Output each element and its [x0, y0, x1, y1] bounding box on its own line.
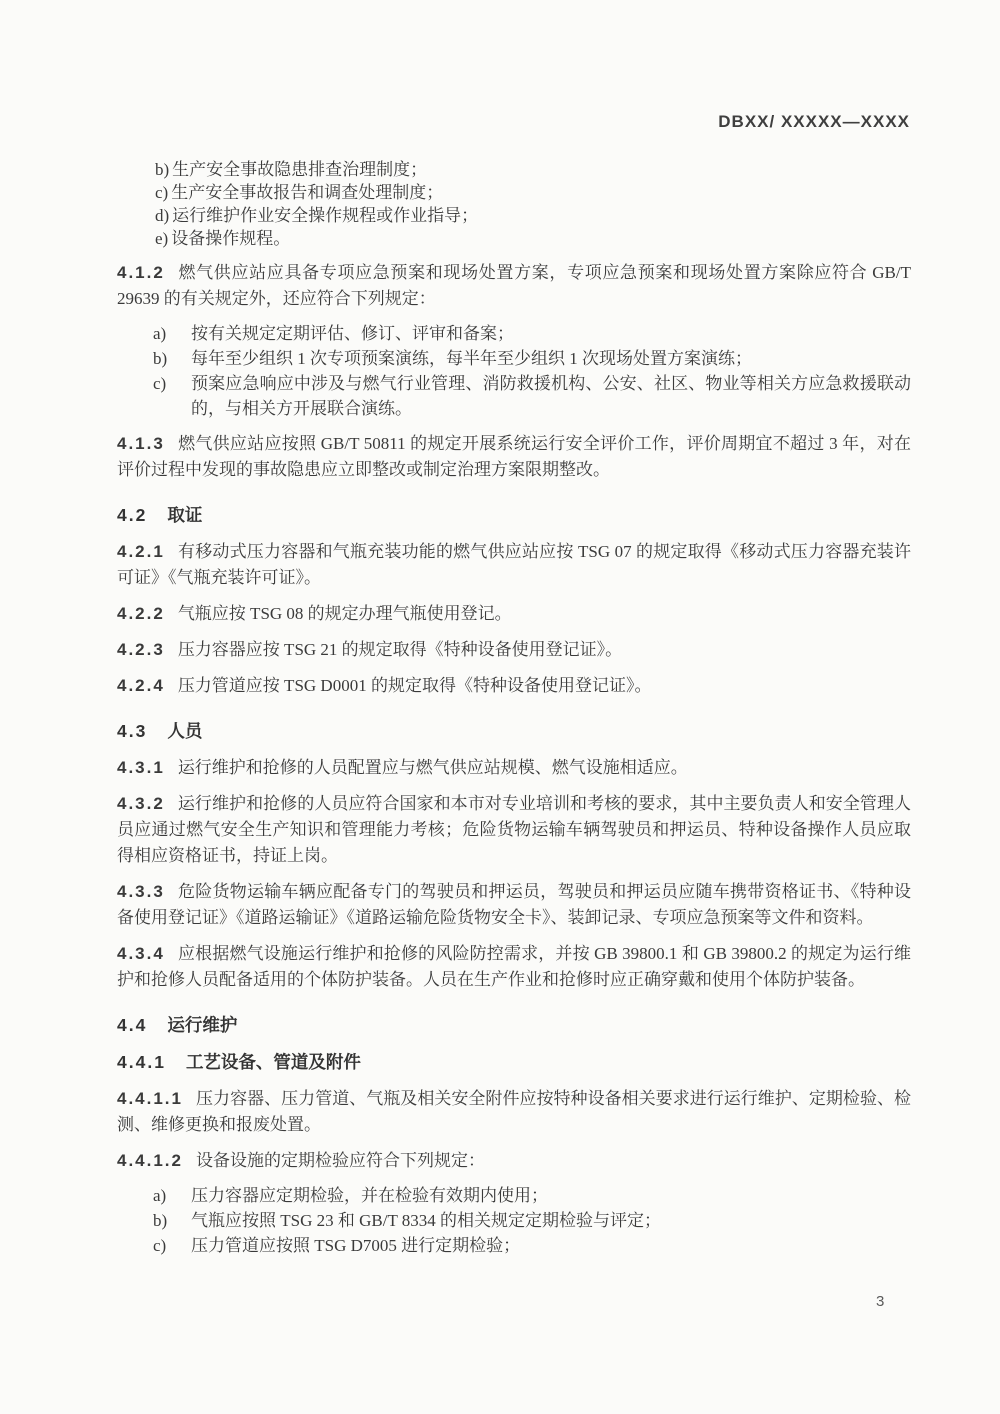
list-item — [155, 181, 911, 204]
heading-number: 4.3 — [117, 721, 148, 741]
list-item-text: 运行维护作业安全操作规程或作业指导； — [172, 206, 479, 225]
clause-number: 4.3.2 — [117, 794, 165, 813]
letter-list — [117, 158, 911, 250]
list-item-text: 生产安全事故隐患排查治理制度； — [172, 160, 428, 179]
list-item-text: 生产安全事故报告和调查处理制度； — [171, 183, 444, 202]
list-marker: e) — [155, 229, 169, 248]
list-marker: b) — [155, 160, 170, 179]
clause-number: 4.2.1 — [117, 542, 165, 561]
heading-number: 4.2 — [117, 505, 148, 525]
clause-paragraph — [117, 260, 911, 312]
list-item — [155, 227, 911, 250]
section-heading — [117, 719, 911, 743]
document-body — [117, 158, 911, 1258]
list-item-text: 预案应急响应中涉及与燃气行业管理、消防救援机构、公安、社区、物业等相关方应急救援联动的，与相关方开展联合演练。 — [191, 374, 911, 418]
clause-text: 危险货物运输车辆应配备专门的驾驶员和押运员，驾驶员和押运员应随车携带资格证书、《特种设备使用登记证》《道路运输证》《道路运输危险货物安全卡》、装卸记录、专项应急预案等文件和资料。 — [117, 882, 911, 927]
list-marker: d) — [155, 206, 170, 225]
clause-text: 有移动式压力容器和气瓶充装功能的燃气供应站应按 TSG 07 的规定取得《移动式压力容器充装许可证》《气瓶充装许可证》。 — [117, 542, 911, 587]
clause-text: 压力容器、压力管道、气瓶及相关安全附件应按特种设备相关要求进行运行维护、定期检验、检测、维修更换和报废处置。 — [117, 1089, 911, 1134]
clause-text: 运行维护和抢修的人员配置应与燃气供应站规模、燃气设施相适应。 — [177, 758, 688, 777]
list-item — [117, 1183, 911, 1208]
heading-number: 4.4 — [117, 1015, 148, 1035]
clause-number: 4.1.3 — [117, 434, 165, 453]
list-item — [117, 346, 911, 371]
section-heading — [117, 503, 911, 527]
clause-paragraph — [117, 1148, 911, 1174]
clause-number: 4.3.1 — [117, 758, 165, 777]
clause-number: 4.3.4 — [117, 944, 165, 963]
list-item — [117, 321, 911, 346]
heading-title: 取证 — [167, 505, 203, 525]
clause-paragraph — [117, 637, 911, 663]
clause-number: 4.4.1.1 — [117, 1089, 183, 1108]
list-marker: a) — [153, 1186, 167, 1205]
clause-paragraph — [117, 941, 911, 993]
clause-paragraph — [117, 755, 911, 781]
letter-list — [117, 321, 911, 421]
list-item — [117, 371, 911, 421]
list-marker: b) — [153, 1211, 168, 1230]
clause-paragraph — [117, 879, 911, 931]
list-item-text: 设备操作规程。 — [171, 229, 291, 248]
list-marker: b) — [153, 349, 168, 368]
clause-number: 4.1.2 — [117, 263, 165, 282]
clause-paragraph — [117, 431, 911, 483]
clause-paragraph — [117, 673, 911, 699]
page-number: 3 — [876, 1293, 885, 1310]
list-item — [155, 158, 911, 181]
list-item-text: 每年至少组织 1 次专项预案演练，每半年至少组织 1 次现场处置方案演练； — [191, 349, 752, 368]
clause-text: 压力管道应按 TSG D0001 的规定取得《特种设备使用登记证》。 — [177, 676, 652, 695]
clause-number: 4.3.3 — [117, 882, 165, 901]
clause-number: 4.4.1.2 — [117, 1151, 183, 1170]
standard-code-header: DBXX/ XXXXX—XXXX — [718, 112, 910, 131]
list-marker: c) — [155, 183, 169, 202]
section-heading — [117, 1013, 911, 1037]
list-item — [117, 1233, 911, 1258]
clause-number: 4.2.2 — [117, 604, 165, 623]
list-item-text: 按有关规定定期评估、修订、评审和备案； — [191, 324, 514, 343]
list-item-text: 压力容器应定期检验，并在检验有效期内使用； — [191, 1186, 548, 1205]
letter-list — [117, 1183, 911, 1258]
clause-text: 压力容器应按 TSG 21 的规定取得《特种设备使用登记证》。 — [177, 640, 623, 659]
section-heading — [117, 1050, 911, 1074]
clause-paragraph — [117, 601, 911, 627]
clause-number: 4.2.3 — [117, 640, 165, 659]
clause-paragraph — [117, 539, 911, 591]
list-marker: a) — [153, 324, 167, 343]
clause-text: 应根据燃气设施运行维护和抢修的风险防控需求，并按 GB 39800.1 和 GB 39800.2 的规定为运行维护和抢修人员配备适用的个体防护装备。人员在生产作业和抢修时应正确穿戴和使用个体防护装备。 — [117, 944, 911, 989]
heading-title: 人员 — [167, 721, 203, 741]
clause-text: 燃气供应站应具备专项应急预案和现场处置方案，专项应急预案和现场处置方案除应符合 GB/T 29639 的有关规定外，还应符合下列规定： — [117, 263, 911, 308]
clause-number: 4.2.4 — [117, 676, 165, 695]
list-item-text: 气瓶应按照 TSG 23 和 GB/T 8334 的相关规定定期检验与评定； — [191, 1211, 662, 1230]
clause-text: 设备设施的定期检验应符合下列规定： — [196, 1151, 485, 1170]
list-item-text: 压力管道应按照 TSG D7005 进行定期检验； — [191, 1236, 521, 1255]
clause-text: 运行维护和抢修的人员应符合国家和本市对专业培训和考核的要求，其中主要负责人和安全管理人员应通过燃气安全生产知识和管理能力考核；危险货物运输车辆驾驶员和押运员、特种设备操作人员应取得相应资格证书，持证上岗。 — [117, 794, 911, 865]
heading-title: 运行维护 — [167, 1015, 238, 1035]
clause-paragraph — [117, 1086, 911, 1138]
list-item — [155, 204, 911, 227]
heading-title: 工艺设备、管道及附件 — [185, 1052, 361, 1072]
list-marker: c) — [153, 1236, 167, 1255]
clause-paragraph — [117, 791, 911, 869]
clause-text: 燃气供应站应按照 GB/T 50811 的规定开展系统运行安全评价工作，评价周期宜不超过 3 年，对在评价过程中发现的事故隐患应立即整改或制定治理方案限期整改。 — [117, 434, 911, 479]
list-marker: c) — [153, 374, 167, 393]
clause-text: 气瓶应按 TSG 08 的规定办理气瓶使用登记。 — [177, 604, 512, 623]
heading-number: 4.4.1 — [117, 1052, 166, 1072]
list-item — [117, 1208, 911, 1233]
